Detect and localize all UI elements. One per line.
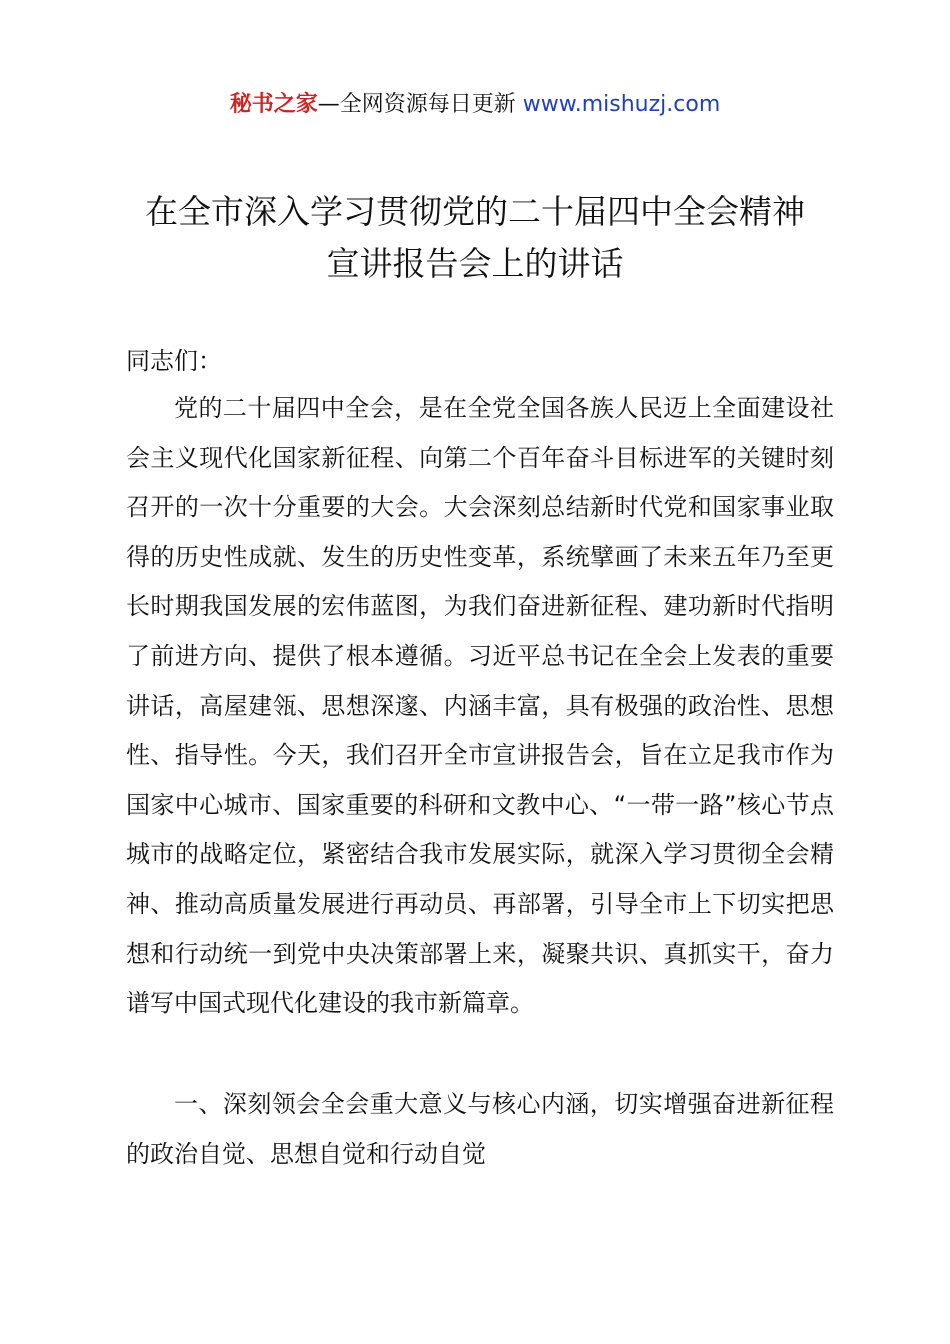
document-title	[100, 186, 850, 290]
body-paragraph-1: 党的二十届四中全会，是在全党全国各族人民迈上全面建设社会主义现代化国家新征程、向第二个百年奋斗目标进军的关键时刻召开的一次十分重要的大会。大会深刻总结新时代党和国家事业取得的历史性成就、发生的历史性变革，系统擘画了未来五年乃至更长时期我国发展的宏伟蓝图，为我们奋进新征程、建功新时代指明了前进方向、提供了根本遵循。习近平总书记在全会上发表的重要讲话，高屋建瓴、思想深邃、内涵丰富，具有极强的政治性、思想性、指导性。今天，我们召开全市宣讲报告会，旨在立足我市作为国家中心城市、国家重要的科研和文教中心、“一带一路”核心节点城市的战略定位，紧密结合我市发展实际，就深入学习贯彻全会精神、推动高质量发展进行再动员、再部署，引导全市上下切实把思想和行动统一到党中央决策部署上来，凝聚共识、真抓实干，奋力谱写中国式现代化建设的我市新篇章。	[126, 394, 834, 1018]
site-url-link[interactable]: www.mishuzj.com	[522, 92, 721, 117]
section-heading-1: 一、深刻领会全会重大意义与核心内涵，切实增强奋进新征程的政治自觉、思想自觉和行动自觉	[126, 1090, 834, 1168]
site-brand: 秘书之家	[229, 92, 318, 117]
title-line-2: 宣讲报告会上的讲话	[326, 244, 624, 283]
site-header	[0, 88, 950, 122]
site-tagline: —全网资源每日更新	[317, 92, 523, 117]
salutation: 同志们：	[126, 347, 222, 375]
title-line-1: 在全市深入学习贯彻党的二十届四中全会精神	[145, 192, 805, 231]
